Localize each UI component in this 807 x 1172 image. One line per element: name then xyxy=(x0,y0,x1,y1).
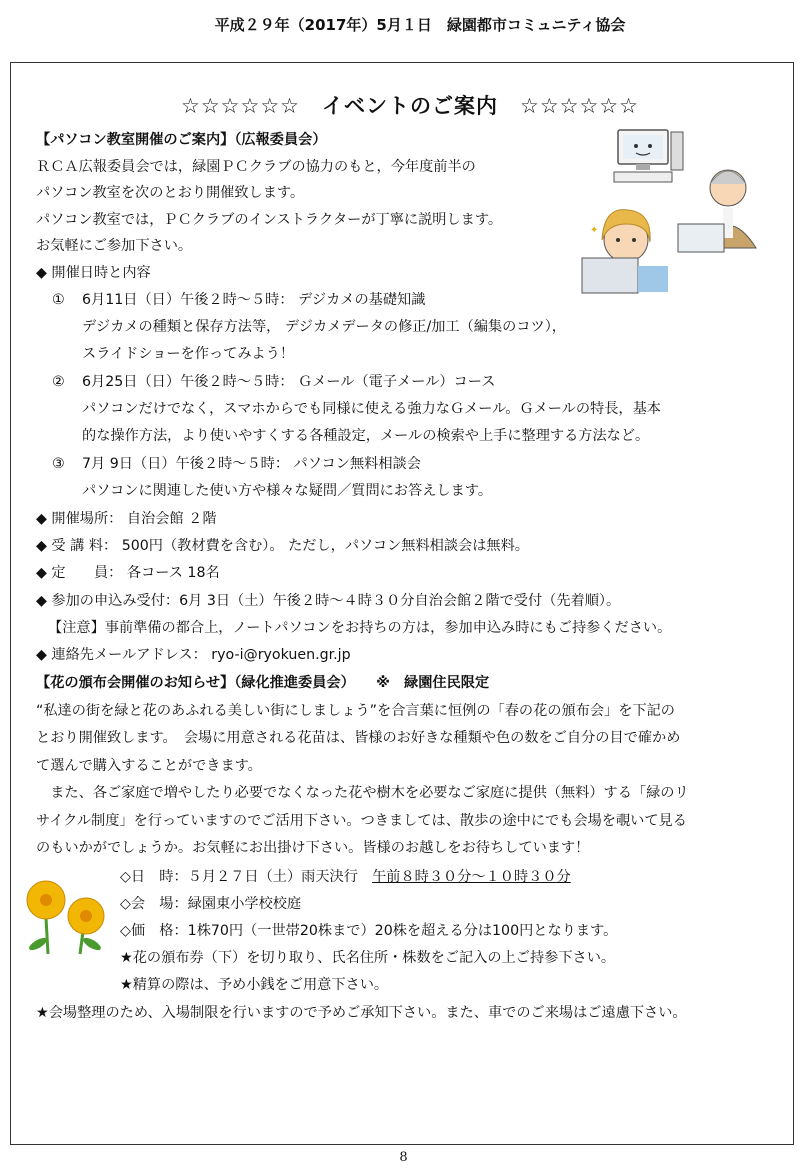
page-number: 8 xyxy=(399,1150,408,1165)
event-note-line: ★会場整理のため、入場制限を行いますので予めご承知下さい。また、車でのご来場はご遠慮下さい。 xyxy=(36,1005,687,1021)
item-title: 6月25日（日）午後２時～５時： Ｇメール（電子メール）コース xyxy=(82,374,496,390)
fee-line: ◆ 受 講 料： 500円（教材費を含む）。 ただし，パソコン無料相談会は無料。 xyxy=(36,538,529,554)
event-price-line: ◇価 格：1株70円（一世帯20株まで）20株を超える分は100円となります。 xyxy=(120,923,618,939)
item-number: ③ xyxy=(52,456,65,472)
application-line: ◆ 参加の申込み受付：6月 3日（土）午後２時～４時３０分自治会館２階で受付（先着順）。 xyxy=(36,593,621,609)
pc-intro-line: パソコン教室では，ＰＣクラブのインストラクターが丁寧に説明します。 xyxy=(36,212,503,228)
computer-class-illustration xyxy=(578,128,768,298)
event-place-line: ◇会 場：緑園東小学校校庭 xyxy=(120,896,302,912)
event-date-time: 午前８時３０分～１０時３０分 xyxy=(372,869,571,885)
flower-section-heading: 【花の頒布会開催のお知らせ】（緑化推進委員会） ※ 緑園住民限定 xyxy=(36,675,490,691)
item-desc: デジカメの種類と保存方法等， デジカメデータの修正/加工（編集のコツ）， xyxy=(82,319,566,335)
event-note-line: ★花の頒布券（下）を切り取り、氏名住所・株数をご記入の上ご持参下さい。 xyxy=(120,950,616,966)
schedule-heading: ◆ 開催日時と内容 xyxy=(36,265,151,281)
item-desc: パソコンだけでなく，スマホからでも同様に使える強力なＧメール。Ｇメールの特長，基本 xyxy=(82,401,661,417)
item-desc: パソコンに関連した使い方や様々な疑問／質問にお答えします。 xyxy=(82,483,493,499)
pc-intro-line: ＲＣＡ広報委員会では，緑園ＰＣクラブの協力のもと，今年度前半の xyxy=(36,159,476,175)
item-title: 7月 9日（日）午後２時～５時： パソコン無料相談会 xyxy=(82,456,421,472)
event-date-line xyxy=(120,868,571,886)
item-number: ① xyxy=(52,292,65,308)
capacity-line: ◆ 定 員： 各コース 18名 xyxy=(36,565,220,581)
email-line: ◆ 連絡先メールアドレス： ryo-i@ryokuen.gr.jp xyxy=(36,647,351,663)
page-title: ☆☆☆☆☆☆ イベントのご案内 ☆☆☆☆☆☆ xyxy=(181,94,639,118)
pc-intro-line: パソコン教室を次のとおり開催致します。 xyxy=(36,185,305,201)
event-note-line: ★精算の際は、予め小銭をご用意下さい。 xyxy=(120,977,389,993)
pc-intro-line: お気軽にご参加下さい。 xyxy=(36,238,193,254)
flower-paragraph-line: “私達の街を緑と花のあふれる美しい街にしましょう”を合言葉に恒例の「春の花の頒布会」を下記の xyxy=(36,703,675,719)
pc-section-heading: 【パソコン教室開催のご案内】（広報委員会） xyxy=(36,132,327,148)
item-desc: スライドショーを作ってみよう！ xyxy=(82,346,295,362)
flower-paragraph-line: のもいかがでしょうか。お気軽にお出掛け下さい。皆様のお越しをお待ちしています！ xyxy=(36,840,590,856)
page-header: 平成２９年（2017年）5月１日 緑園都市コミュニティ協会 xyxy=(214,16,626,34)
item-title: 6月11日（日）午後２時～５時： デジカメの基礎知識 xyxy=(82,292,426,308)
notice-line: 【注意】事前準備の都合上，ノートパソコンをお持ちの方は，参加申込み時にもご持参ください。 xyxy=(48,620,672,636)
flower-paragraph-line: また、各ご家庭で増やしたり必要でなくなった花や樹木を必要なご家庭に提供（無料）する「緑のリ xyxy=(36,785,689,801)
item-desc: 的な操作方法，より使いやすくする各種設定，メールの検索や上手に整理する方法など。 xyxy=(82,428,650,444)
flower-illustration xyxy=(22,878,114,956)
flower-paragraph-line: て選んで購入することができます。 xyxy=(36,758,262,774)
flower-paragraph-line: サイクル制度」を行っていますのでご活用下さい。つきましては、散歩の途中にでも会場を覗いて見る xyxy=(36,813,687,829)
venue-line: ◆ 開催場所： 自治会館 ２階 xyxy=(36,511,217,527)
event-date-label: ◇日 時：５月２７日（土）雨天決行 xyxy=(120,869,373,885)
flower-paragraph-line: とおり開催致します。 会場に用意される花苗は、皆様のお好きな種類や色の数をご自分の目で確かめ xyxy=(36,730,681,746)
item-number: ② xyxy=(52,374,65,390)
svg-text:✦: ✦ xyxy=(590,225,599,236)
